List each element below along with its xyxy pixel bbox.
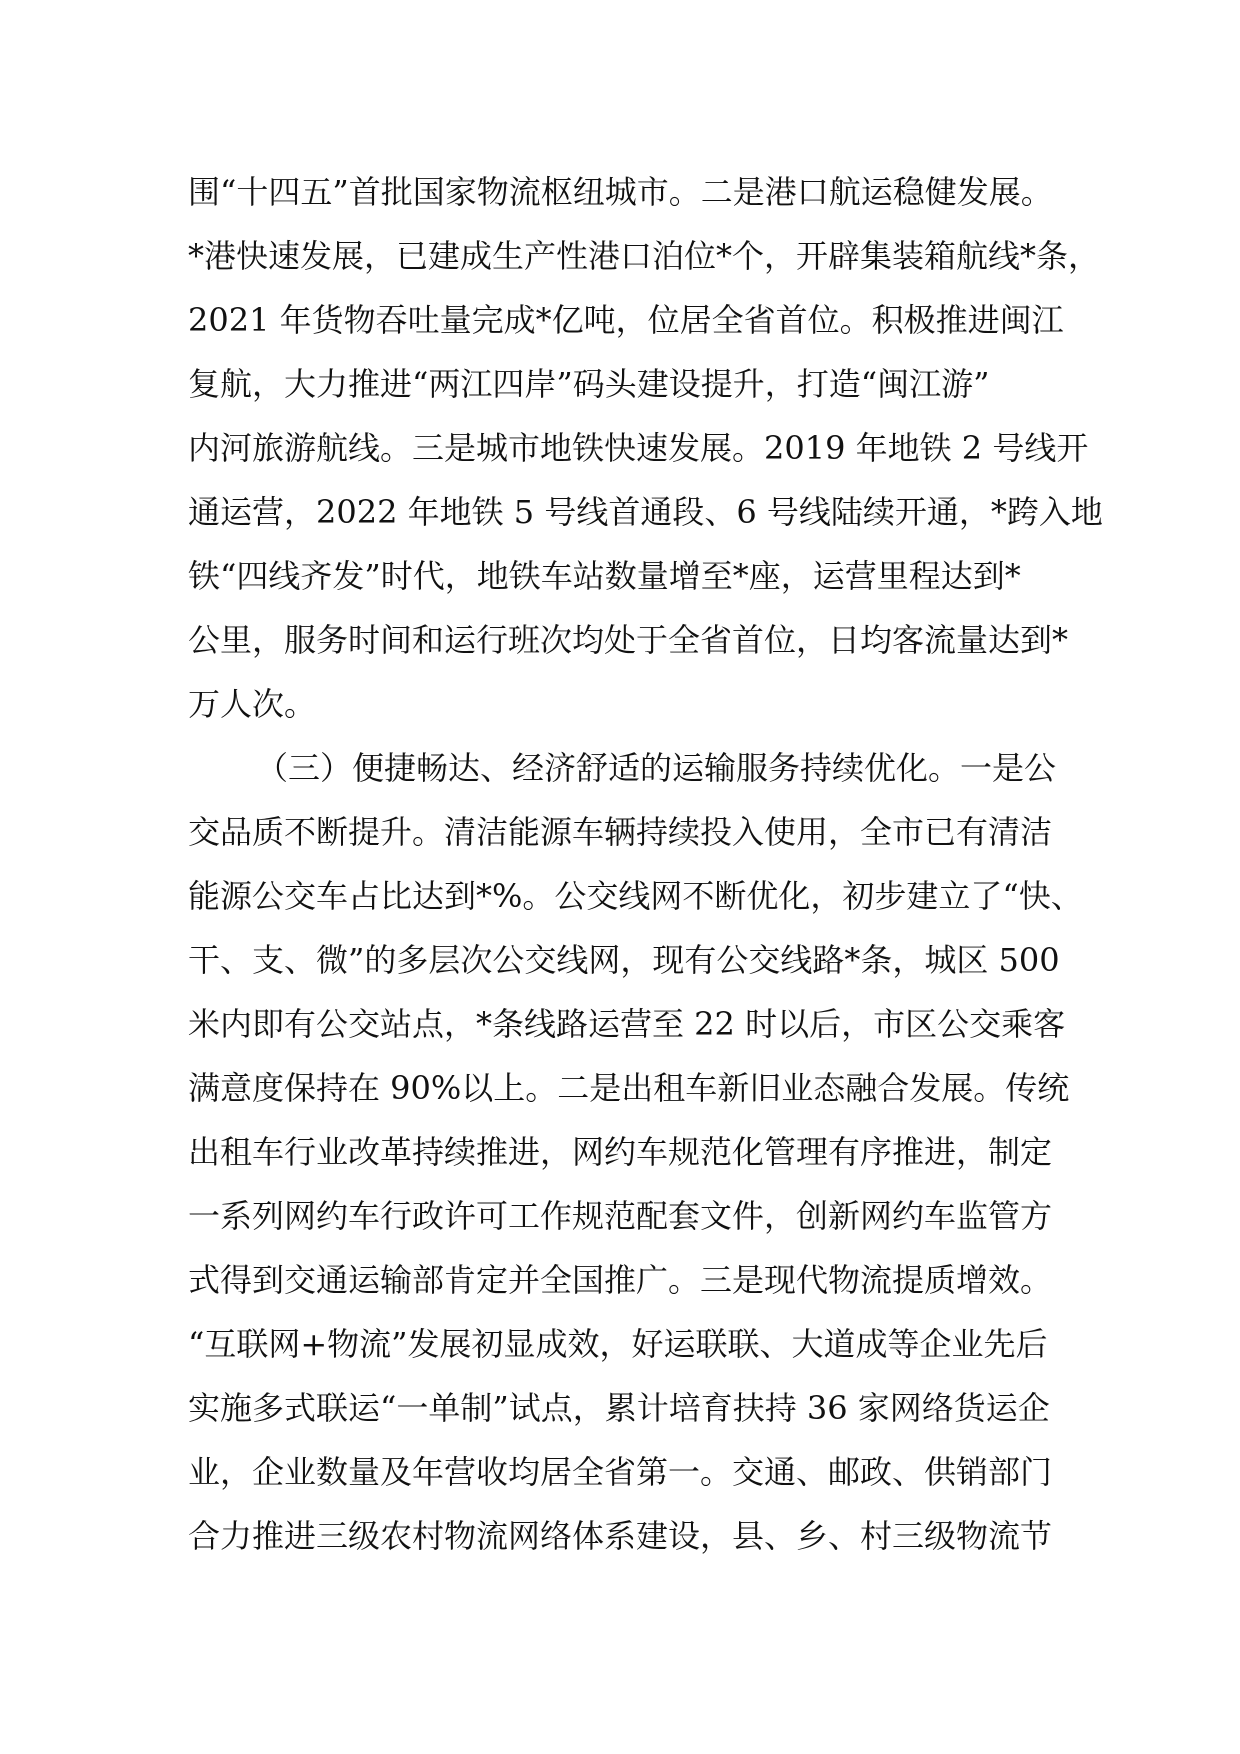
text-line-12: 能源公交车占比达到*%。公交线网不断优化，初步建立了“快、: [188, 877, 1083, 915]
text-line-4: 复航，大力推进“两江四岸”码头建设提升，打造“闽江游”: [188, 365, 990, 403]
text-line-3: 2021 年货物吞吐量完成*亿吨，位居全省首位。积极推进闽江: [188, 301, 1064, 339]
section-heading-3: （三）便捷畅达、经济舒适的运输服务持续优化。一是公: [256, 749, 1057, 787]
text-line-2: *港快速发展，已建成生产性港口泊位*个，开辟集装箱航线*条，: [188, 237, 1101, 275]
text-line-6: 通运营，2022 年地铁 5 号线首通段、6 号线陆续开通，*跨入地: [188, 493, 1103, 531]
text-line-15: 满意度保持在 90%以上。二是出租车新旧业态融合发展。传统: [188, 1069, 1070, 1107]
text-line-17: 一系列网约车行政许可工作规范配套文件，创新网约车监管方: [188, 1197, 1053, 1235]
text-line-1: 围“十四五”首批国家物流枢纽城市。二是港口航运稳健发展。: [188, 173, 1053, 211]
text-line-13: 干、支、微”的多层次公交线网，现有公交线路*条，城区 500: [188, 941, 1060, 979]
text-line-22: 合力推进三级农村物流网络体系建设，县、乡、村三级物流节: [188, 1517, 1053, 1555]
text-line-19: “互联网+物流”发展初显成效，好运联联、大道成等企业先后: [188, 1325, 1048, 1363]
text-line-11: 交品质不断提升。清洁能源车辆持续投入使用，全市已有清洁: [188, 813, 1053, 851]
text-line-16: 出租车行业改革持续推进，网约车规范化管理有序推进，制定: [188, 1133, 1053, 1171]
text-line-20: 实施多式联运“一单制”试点，累计培育扶持 36 家网络货运企: [188, 1389, 1050, 1427]
text-line-21: 业，企业数量及年营收均居全省第一。交通、邮政、供销部门: [188, 1453, 1053, 1491]
text-line-18: 式得到交通运输部肯定并全国推广。三是现代物流提质增效。: [188, 1261, 1053, 1299]
text-line-14: 米内即有公交站点，*条线路运营至 22 时以后，市区公交乘客: [188, 1005, 1066, 1043]
text-line-9: 万人次。: [188, 685, 317, 723]
text-line-8: 公里，服务时间和运行班次均处于全省首位，日均客流量达到*: [188, 621, 1069, 659]
text-line-7: 铁“四线齐发”时代，地铁车站数量增至*座，运营里程达到*: [188, 557, 1021, 595]
text-line-5: 内河旅游航线。三是城市地铁快速发展。2019 年地铁 2 号线开: [188, 429, 1089, 467]
